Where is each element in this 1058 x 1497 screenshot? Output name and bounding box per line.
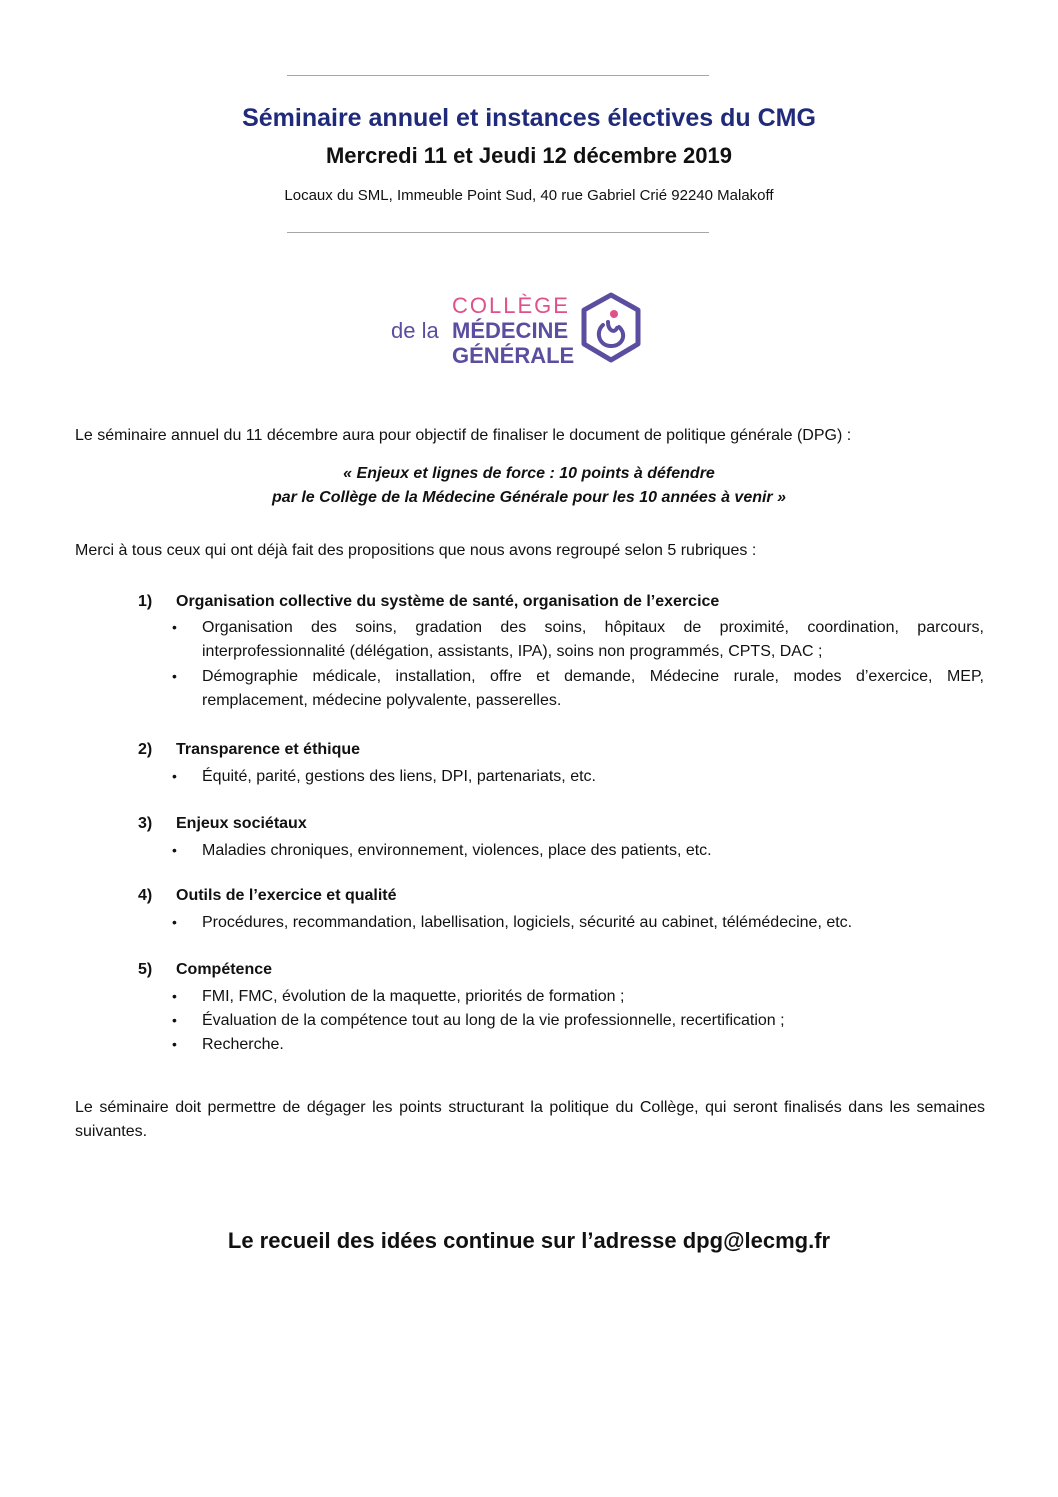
logo-line1: COLLÈGE [452, 293, 570, 318]
section-number: 5) [138, 961, 153, 978]
bullet-text: Procédures, recommandation, labellisation, logiciels, sécurité au cabinet, télémédecine, etc. [202, 914, 853, 931]
bullet-text: Organisation des soins, gradation des soins, hôpitaux de proximité, coordination, parcours, interprofessionnalité (délégation, assistants, IPA), soins non programmés, CPTS, DAC ; [202, 619, 984, 660]
bullet-text: Recherche. [202, 1036, 284, 1053]
conclusion-paragraph: Le séminaire doit permettre de dégager les points structurant la politique du Collège, qui seront finalisés dans les semaines suivantes. [75, 1099, 985, 1140]
bullet-text: Équité, parité, gestions des liens, DPI, partenariats, etc. [202, 768, 596, 785]
bullet-icon: • [172, 668, 177, 684]
bullet-icon: • [172, 619, 177, 635]
bullet-icon: • [172, 842, 177, 858]
section-number: 4) [138, 887, 153, 904]
logo-line3: GÉNÉRALE [452, 343, 575, 368]
thanks-paragraph: Merci à tous ceux qui ont déjà fait des propositions que nous avons regroupé selon 5 rubriques : [75, 542, 757, 559]
hexagon-cmg-icon [581, 292, 641, 364]
event-date: Mercredi 11 et Jeudi 12 décembre 2019 [325, 143, 732, 168]
bullet-text: Maladies chroniques, environnement, violences, place des patients, etc. [202, 842, 712, 859]
bullet-icon: • [172, 768, 177, 784]
bullet-icon: • [172, 988, 177, 1004]
section-title: Organisation collective du système de santé, organisation de l’exercice [176, 593, 720, 610]
section-number: 3) [138, 815, 153, 832]
quote-line-2: par le Collège de la Médecine Générale pour les 10 années à venir » [272, 489, 786, 506]
logo-line2-bold: MÉDECINE [452, 318, 569, 343]
event-address: Locaux du SML, Immeuble Point Sud, 40 rue Gabriel Crié 92240 Malakoff [284, 187, 774, 204]
top-rule [287, 75, 709, 76]
bullet-icon: • [172, 1012, 177, 1028]
section-title: Enjeux sociétaux [176, 815, 307, 832]
bullet-text: Évaluation de la compétence tout au long de la vie professionnelle, recertification ; [202, 1012, 785, 1029]
bullet-icon: • [172, 1036, 177, 1052]
section-title: Transparence et éthique [176, 741, 361, 758]
bullet-text: Démographie médicale, installation, offre et demande, Médecine rurale, modes d’exercice, MEP, remplacement, médecine polyvalente, passerelles. [202, 668, 984, 709]
bottom-rule [287, 232, 709, 233]
logo-line2-light: de la [391, 318, 439, 343]
bullet-text: FMI, FMC, évolution de la maquette, priorités de formation ; [202, 988, 625, 1005]
intro-paragraph: Le séminaire annuel du 11 décembre aura pour objectif de finaliser le document de politique générale (DPG) : [75, 427, 852, 444]
section-number: 1) [138, 593, 153, 610]
closing-line: Le recueil des idées continue sur l’adresse dpg@lecmg.fr [227, 1228, 831, 1253]
document-title: Séminaire annuel et instances électives du CMG [242, 104, 816, 132]
section-title: Outils de l’exercice et qualité [176, 887, 397, 904]
quote-line-1: « Enjeux et lignes de force : 10 points à défendre [343, 465, 715, 482]
bullet-icon: • [172, 914, 177, 930]
section-number: 2) [138, 741, 153, 758]
section-title: Compétence [176, 961, 273, 978]
college-logo [389, 290, 649, 370]
